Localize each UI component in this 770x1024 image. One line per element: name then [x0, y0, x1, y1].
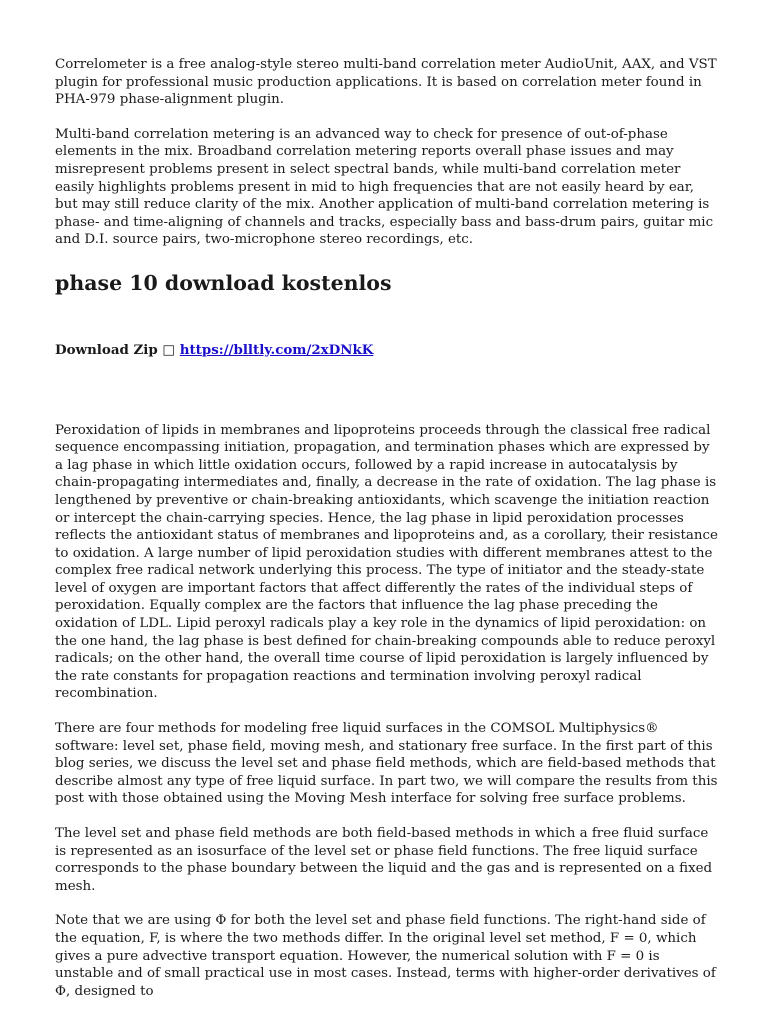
- page-heading: phase 10 download kostenlos: [55, 270, 392, 295]
- document-page: [55, 56, 719, 1000]
- intro-paragraph-correlometer: Correlometer is a free analog-style stereo multi-band correlation meter AudioUnit, AAX, and VST plugin for professional music production applications. It is based on correlation meter found in PHA-979 phase-alignment plugin.: [55, 57, 717, 108]
- download-link[interactable]: https://blltly.com/2xDNkK: [179, 341, 374, 358]
- body-paragraph-lipid-peroxidation: Peroxidation of lipids in membranes and lipoproteins proceeds through the classical free radical sequence encompassing initiation, propagation, and termination phases which are expressed by a lag phase in which little oxidation occurs, followed by a rapid increase in autocatalysis by chain-propagating intermediates and, finally, a decrease in the rate of oxidation. The lag phase is lengthened by preventive or chain-breaking antioxidants, which scavenge the initiation reaction or intercept the chain-carrying species. Hence, the lag phase in lipid peroxidation processes reflects the antioxidant status of membranes and lipoproteins and, as a corollary, their resistance to oxidation. A large number of lipid peroxidation studies with different membranes attest to the complex free radical network underlying this process. The type of initiator and the steady-state level of oxygen are important factors that affect differently the rates of the individual steps of peroxidation. Equally complex are the factors that influence the lag phase preceding the oxidation of LDL. Lipid peroxyl radicals play a key role in the dynamics of lipid peroxidation: on the one hand, the lag phase is best defined for chain-breaking compounds able to reduce peroxyl radicals; on the other hand, the overall time course of lipid peroxidation is largely influenced by the rate constants for propagation reactions and termination involving peroxyl radical recombination.: [55, 422, 718, 702]
- intro-paragraph-multiband: Multi-band correlation metering is an advanced way to check for presence of out-of-phase elements in the mix. Broadband correlation metering reports overall phase issues and may misrepresent problems present in select spectral bands, while multi-band correlation meter easily highlights problems present in mid to high frequencies that are not easily heard by ear, but may still reduce clarity of the mix. Another application of multi-band correlation metering is phase- and time-aligning of channels and tracks, especially bass and bass-drum pairs, guitar mic and D.I. source pairs, two-microphone stereo recordings, etc.: [55, 126, 714, 248]
- body-paragraph-comsol-methods: There are four methods for modeling free liquid surfaces in the COMSOL Multiphysics® software: level set, phase field, moving mesh, and stationary free surface. In the first part of this blog series, we discuss the level set and phase field methods, which are field-based methods that describe almost any type of free liquid surface. In part two, we will compare the results from this post with those obtained using the Moving Mesh interface for solving free surface problems.: [55, 721, 718, 807]
- download-line: [55, 342, 719, 360]
- body-paragraph-field-methods: The level set and phase field methods are both field-based methods in which a free fluid surface is represented as an isosurface of the level set or phase field functions. The free liquid surface corresponds to the phase boundary between the liquid and the gas and is represented on a fixed mesh.: [55, 826, 713, 894]
- body-paragraph-phi-functions: Note that we are using Φ for both the level set and phase field functions. The right-hand side of the equation, F, is where the two methods differ. In the original level set method, F = 0, which gives a pure advective transport equation. However, the numerical solution with F = 0 is unstable and of small practical use in most cases. Instead, terms with higher-order derivatives of Φ, designed to: [55, 913, 716, 999]
- download-label: Download Zip □: [55, 341, 176, 358]
